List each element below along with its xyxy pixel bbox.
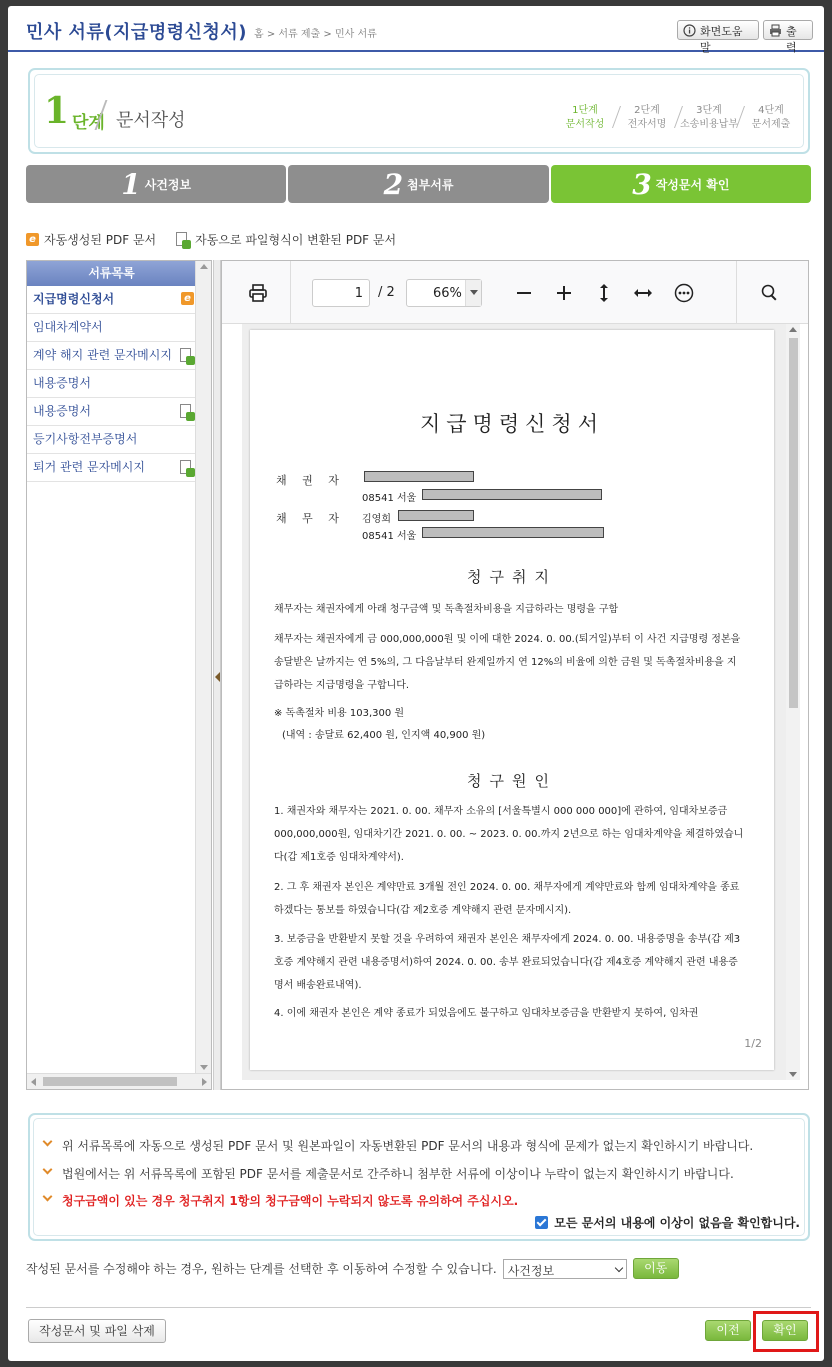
- step-num: 1단계: [572, 105, 598, 116]
- list-horizontal-scrollbar[interactable]: [27, 1073, 211, 1089]
- step-num: 4단계: [758, 105, 784, 116]
- breadcrumb: 홈 > 서류 제출 > 민사 서류: [254, 29, 377, 40]
- chevron-icon: [43, 1165, 53, 1175]
- notice-text: 청구금액이 있는 경우 청구취지 1항의 청구금액이 누락되지 않도록 유의하여 주십시오.: [62, 1194, 519, 1208]
- pdf-toolbar: [222, 261, 808, 324]
- confirm-button[interactable]: 확인: [762, 1320, 808, 1341]
- footer-divider: [26, 1307, 811, 1308]
- delete-documents-button[interactable]: 작성문서 및 파일 삭제: [28, 1319, 166, 1343]
- pdf-viewer: [221, 260, 809, 1090]
- notice-line: [42, 1165, 734, 1182]
- tab-label: 사건정보: [144, 177, 192, 192]
- redacted-field: [422, 489, 602, 500]
- tab-review[interactable]: [551, 165, 811, 203]
- edit-step-row: [26, 1258, 679, 1279]
- page-total: / 2: [378, 285, 395, 300]
- list-item[interactable]: [27, 454, 196, 482]
- zoom-in-icon[interactable]: [552, 281, 576, 305]
- notice-warning: [42, 1192, 518, 1209]
- tab-label: 작성문서 확인: [655, 177, 730, 192]
- more-options-icon[interactable]: [672, 281, 696, 305]
- chevron-icon: [43, 1137, 53, 1147]
- list-item[interactable]: [27, 370, 196, 398]
- step-name: 소송비용납부: [680, 119, 738, 130]
- claim-cause-paragraph: 4. 이에 채권자 본인은 계약 종료가 되었음에도 불구하고 임대차보증금을 반환받지 못하여, 임차권: [274, 1008, 699, 1019]
- section-heading: 청구원인: [467, 772, 557, 790]
- procedure-cost-detail: (내역 : 송달료 62,400 원, 인지액 40,900 원): [282, 730, 486, 741]
- current-step-number: 1: [44, 90, 70, 132]
- fit-height-icon[interactable]: [592, 281, 616, 305]
- previous-button[interactable]: 이전: [705, 1320, 751, 1341]
- document-list-panel: [26, 260, 212, 1090]
- step-item-2: [616, 104, 678, 132]
- panel-splitter[interactable]: [213, 260, 221, 1090]
- legend-auto-pdf-label: 자동생성된 PDF 문서: [44, 233, 157, 247]
- fit-width-icon[interactable]: [631, 281, 655, 305]
- notice-text: 위 서류목록에 자동으로 생성된 PDF 문서 및 원본파일이 자동변환된 PDF 문서의 내용과 형식에 문제가 없는지 확인하시기 바랍니다.: [62, 1139, 754, 1153]
- doc-convert-icon: [180, 460, 194, 476]
- checkbox-checked-icon[interactable]: [535, 1216, 548, 1229]
- e-icon: e: [181, 292, 194, 305]
- step-name: 문서제출: [751, 119, 791, 130]
- step-indicator: [28, 68, 810, 154]
- claim-cause-paragraph: 3. 보증금을 반환받지 못할 것을 우려하여 채권자 본인은 채무자에게 2024. 0. 00. 내용증명을 송부(갑 제3호증 계약해지 관련 내용증명서)하여 2024. 0. 00. 송부 완료되었습니다(갑 제4호증 계약해지 관련 내용증명서 배송완료내역).: [274, 934, 741, 991]
- info-icon: [683, 24, 696, 37]
- list-item[interactable]: [27, 314, 196, 342]
- list-item[interactable]: [27, 286, 196, 314]
- tab-number: 1: [121, 167, 141, 201]
- edit-instructions: 작성된 문서를 수정해야 하는 경우, 원하는 단계를 선택한 후 이동하여 수정할 수 있습니다.: [26, 1262, 497, 1276]
- print-button[interactable]: [763, 20, 813, 54]
- print-label: 출력: [786, 25, 797, 54]
- legend-auto-pdf: [26, 231, 156, 248]
- procedure-cost: ※ 독촉절차 비용 103,300 원: [274, 708, 405, 719]
- creditor-address: 08541 서울: [362, 493, 417, 504]
- doc-convert-icon: [176, 232, 190, 248]
- debtor-address: 08541 서울: [362, 531, 417, 542]
- redacted-field: [364, 471, 474, 482]
- zoom-out-icon[interactable]: [512, 281, 536, 305]
- tab-case-info[interactable]: [26, 165, 286, 203]
- pdf-page-area[interactable]: [242, 324, 800, 1080]
- document-title: 지급명령신청서: [419, 412, 604, 436]
- current-step-title: 문서작성: [116, 110, 186, 131]
- sub-step-tabs: [26, 165, 811, 203]
- highlight-box: [753, 1311, 819, 1352]
- list-item[interactable]: [27, 342, 196, 370]
- step-num: 3단계: [696, 105, 722, 116]
- screen-help-label: 화면도움말: [700, 25, 743, 54]
- e-icon: e: [26, 233, 39, 246]
- list-item-label: 퇴거 관련 문자메시지: [33, 460, 145, 474]
- printer-icon: [769, 24, 782, 37]
- tab-label: 첨부서류: [407, 177, 454, 192]
- doc-convert-icon: [180, 348, 194, 364]
- page-number-input[interactable]: 1: [312, 279, 370, 307]
- step-select[interactable]: [503, 1259, 627, 1279]
- claim-purpose-paragraph: 채무자는 채권자에게 금 000,000,000원 및 이에 대한 2024. 0. 00.(퇴거일)부터 이 사건 지급명령 정본을 송달받은 날까지는 연 5%의, 그 다음날부터 완제일까지 연 12%의 비율에 의한 금원 및 독촉절차비용을 지급하라는 지급명령을 구합니다.: [274, 634, 741, 691]
- claim-purpose-line: 채무자는 채권자에게 아래 청구금액 및 독촉절차비용을 지급하라는 명령을 구함: [274, 604, 619, 615]
- app-window: [8, 6, 824, 1361]
- legend-converted-pdf: [176, 231, 396, 248]
- notice-box: [28, 1113, 810, 1241]
- notice-line: [42, 1137, 753, 1154]
- step-select-value: 사건정보: [507, 1263, 555, 1278]
- tab-attachments[interactable]: [288, 165, 548, 203]
- page-footer-number: 1/2: [744, 1037, 762, 1050]
- pdf-page: [250, 330, 774, 1070]
- step-list: [554, 104, 802, 132]
- claim-cause-paragraph: 2. 그 후 채권자 본인은 계약만료 3개월 전인 2024. 0. 00. 채무자에게 계약만료와 함께 임대차계약을 종료하겠다는 통보를 하였습니다(갑 제2호증 계약해지 관련 문자메시지).: [274, 882, 740, 916]
- search-icon[interactable]: [758, 281, 782, 305]
- document-list-header: 서류목록: [27, 261, 196, 286]
- legend-converted-pdf-label: 자동으로 파일형식이 변환된 PDF 문서: [195, 233, 397, 247]
- list-item-label: 계약 해지 관련 문자메시지: [33, 348, 172, 362]
- page-title: 민사 서류(지급명령신청서): [26, 22, 247, 43]
- page-header: [8, 6, 824, 52]
- icon-legend: [26, 231, 416, 248]
- claim-cause-paragraph: 1. 채권자와 채무자는 2021. 0. 00. 채무자 소유의 [서울특별시 000 000 000]에 관하여, 임대차보증금 000,000,000원, 임대차기간 2021. 0. 00. ~ 2023. 0. 00.까지 2년으로 하는 임대차계약을 체결하였습니다(갑 제1호증 임대차계약서).: [274, 806, 744, 863]
- doc-convert-icon: [180, 404, 194, 420]
- collapse-arrow-icon[interactable]: [215, 672, 220, 682]
- redacted-field: [398, 510, 474, 521]
- pdf-vertical-scrollbar[interactable]: [786, 324, 800, 1080]
- list-item-label: 임대차계약서: [33, 320, 103, 334]
- screen-help-button[interactable]: [677, 20, 759, 54]
- tab-number: 3: [632, 167, 652, 201]
- step-item-3: [678, 104, 740, 132]
- section-heading: 청구취지: [467, 568, 557, 586]
- creditor-label: 채 권 자: [276, 474, 345, 487]
- zoom-value: 66%: [433, 286, 462, 301]
- confirm-checkbox[interactable]: [535, 1214, 800, 1231]
- list-item[interactable]: [27, 398, 196, 426]
- step-num: 2단계: [634, 105, 660, 116]
- step-item-1: [554, 104, 616, 132]
- move-button[interactable]: 이동: [633, 1258, 679, 1279]
- current-step-suffix: 단계: [72, 113, 105, 133]
- print-icon[interactable]: [246, 281, 270, 305]
- chevron-icon: [43, 1192, 53, 1202]
- list-vertical-scrollbar[interactable]: [195, 261, 211, 1073]
- chevron-down-icon: [465, 280, 481, 306]
- list-item-label: 내용증명서: [33, 376, 91, 390]
- step-name: 전자서명: [627, 119, 667, 130]
- confirm-label: 모든 문서의 내용에 이상이 없음을 확인합니다.: [554, 1216, 800, 1230]
- list-item-label: 지급명령신청서: [33, 292, 115, 306]
- debtor-label: 채 무 자: [276, 512, 345, 525]
- zoom-select[interactable]: [406, 279, 482, 307]
- step-name: 문서작성: [565, 119, 605, 130]
- debtor-name: 김영희: [362, 514, 391, 525]
- redacted-field: [422, 527, 604, 538]
- tab-number: 2: [383, 167, 404, 201]
- notice-text: 법원에서는 위 서류목록에 포함된 PDF 문서를 제출문서로 간주하니 첨부한 서류에 이상이나 누락이 없는지 확인하시기 바랍니다.: [62, 1167, 734, 1181]
- list-item-label: 내용증명서: [33, 404, 91, 418]
- list-item-label: 등기사항전부증명서: [33, 432, 138, 446]
- step-item-4: [740, 104, 802, 132]
- list-item[interactable]: [27, 426, 196, 454]
